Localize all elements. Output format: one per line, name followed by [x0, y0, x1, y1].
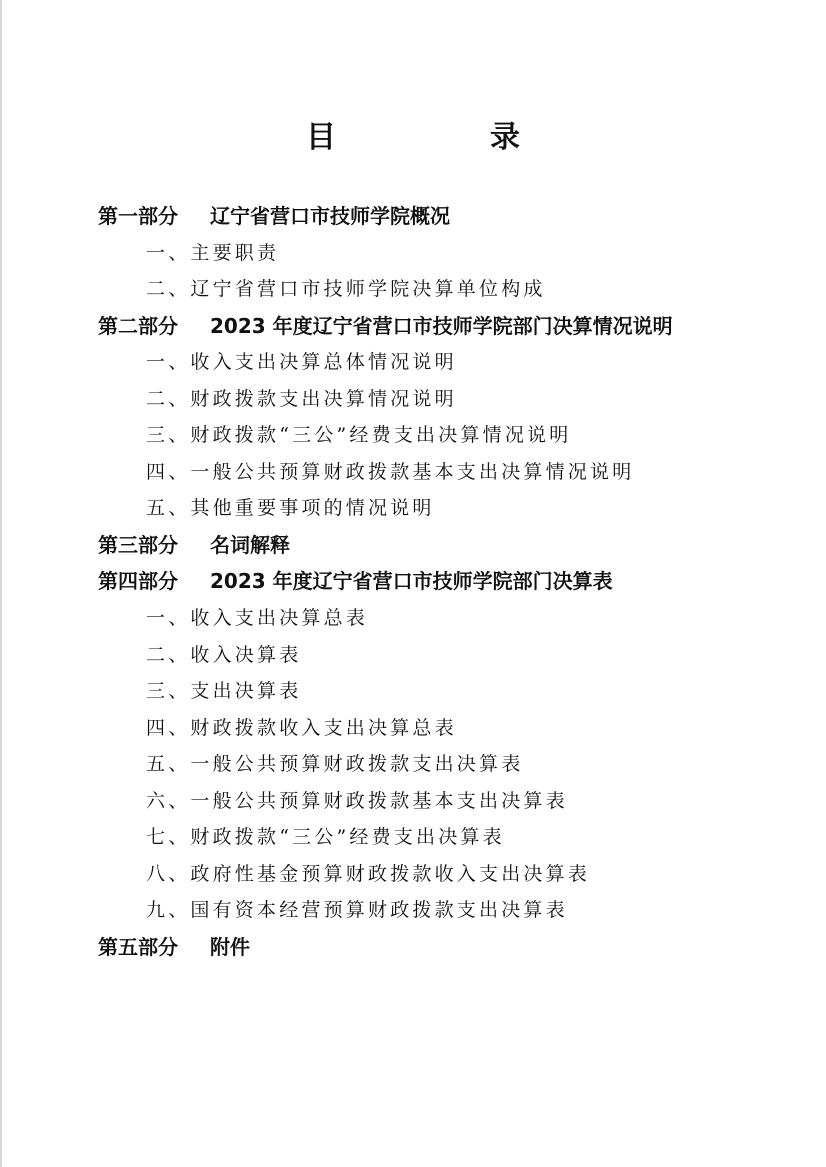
toc-sub-title: 六、一般公共预算财政拨款基本支出决算表	[146, 789, 568, 812]
toc-part-entry	[0, 308, 826, 345]
toc-sub-entry	[0, 783, 826, 820]
toc-sub-entry	[0, 856, 826, 893]
toc-sub-title: 四、财政拨款收入支出决算总表	[146, 716, 457, 739]
toc-part-label: 第一部分	[98, 204, 178, 228]
toc-sub-title: 七、财政拨款“三公”经费支出决算表	[146, 826, 505, 849]
toc-sub-entry	[0, 454, 826, 491]
toc-sub-entry	[0, 381, 826, 418]
toc-part-title: 附件	[210, 934, 250, 959]
toc-part-label: 第三部分	[98, 532, 178, 557]
toc-sub-entry	[0, 819, 826, 856]
toc-sub-entry	[0, 746, 826, 783]
toc-part-label: 第二部分	[98, 313, 178, 338]
toc-sub-title: 三、支出决算表	[146, 680, 302, 703]
toc-sub-title: 九、国有资本经营预算财政拨款支出决算表	[146, 899, 568, 922]
toc-part-title: 2023 年度辽宁省营口市技师学院部门决算情况说明	[210, 313, 673, 338]
toc-part-entry	[0, 929, 826, 966]
toc-sub-entry	[0, 271, 826, 308]
toc-sub-entry	[0, 235, 826, 272]
toc-part-entry	[0, 198, 826, 235]
toc-part-entry	[0, 563, 826, 600]
toc-part-title: 名词解释	[210, 532, 290, 557]
toc-sub-entry	[0, 673, 826, 710]
toc-sub-title: 二、辽宁省营口市技师学院决算单位构成	[146, 278, 546, 301]
toc-sub-entry	[0, 490, 826, 527]
table-of-contents	[0, 198, 826, 965]
toc-sub-title: 八、政府性基金预算财政拨款收入支出决算表	[146, 862, 591, 885]
toc-sub-title: 一、收入支出决算总体情况说明	[146, 351, 457, 374]
toc-sub-title: 三、财政拨款“三公”经费支出决算情况说明	[146, 424, 572, 447]
toc-sub-entry	[0, 710, 826, 747]
toc-sub-entry	[0, 637, 826, 674]
toc-sub-entry	[0, 892, 826, 929]
toc-sub-title: 二、收入决算表	[146, 643, 302, 666]
toc-sub-title: 一、收入支出决算总表	[146, 607, 369, 630]
toc-sub-entry	[0, 600, 826, 637]
toc-part-entry	[0, 527, 826, 564]
toc-sub-title: 五、其他重要事项的情况说明	[146, 497, 435, 520]
toc-sub-entry	[0, 344, 826, 381]
toc-part-label: 第五部分	[98, 934, 178, 959]
toc-sub-title: 二、财政拨款支出决算情况说明	[146, 387, 457, 410]
document-title: 目 录	[306, 120, 582, 155]
toc-sub-title: 五、一般公共预算财政拨款支出决算表	[146, 753, 524, 776]
toc-part-label: 第四部分	[98, 569, 178, 594]
toc-part-title: 2023 年度辽宁省营口市技师学院部门决算表	[210, 569, 613, 594]
toc-sub-title: 一、主要职责	[146, 241, 280, 264]
toc-part-title: 辽宁省营口市技师学院概况	[210, 204, 450, 228]
toc-sub-title: 四、一般公共预算财政拨款基本支出决算情况说明	[146, 460, 635, 483]
toc-sub-entry	[0, 417, 826, 454]
